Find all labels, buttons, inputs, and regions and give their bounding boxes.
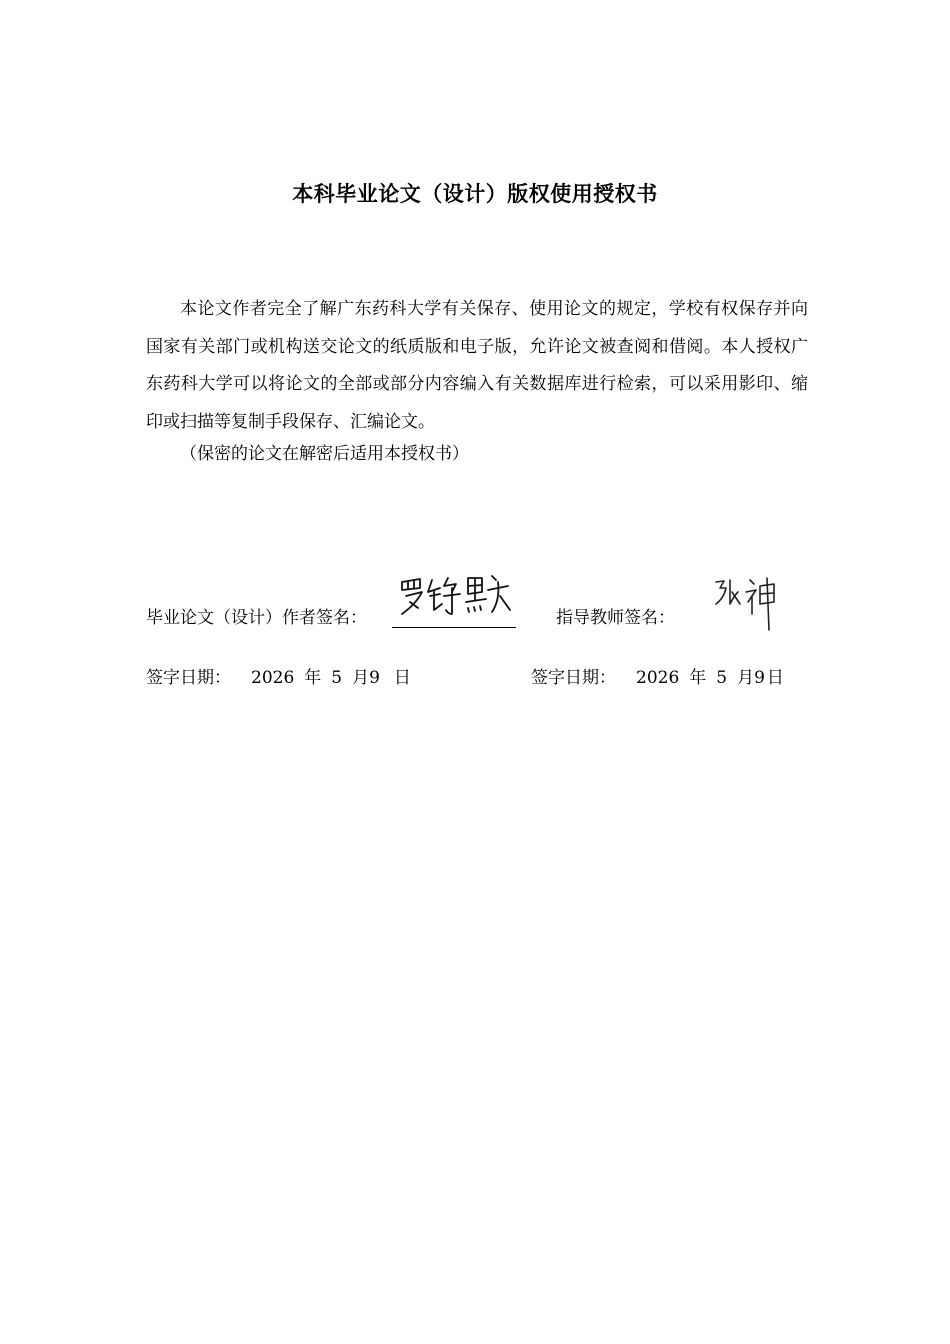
date-day-unit: 日 <box>393 668 411 688</box>
author-signature-line <box>392 627 516 628</box>
advisor-signature-label: 指导教师签名： <box>556 608 675 628</box>
advisor-handwritten-signature <box>708 574 788 634</box>
author-handwritten-signature <box>396 570 516 620</box>
date-day: 9 <box>369 668 380 688</box>
date-year: 2026 <box>251 668 295 688</box>
date-month: 5 <box>331 668 343 688</box>
date-label: 签字日期： <box>146 668 231 688</box>
date-year: 2026 <box>636 668 680 688</box>
date-year-unit: 年 <box>304 668 322 688</box>
author-sign-date <box>146 666 411 690</box>
author-signature-label: 毕业论文（设计）作者签名： <box>146 608 367 628</box>
date-month-unit: 月 <box>737 668 755 688</box>
date-day-unit: 日 <box>766 668 784 688</box>
date-month: 5 <box>716 668 728 688</box>
confidential-note: （保密的论文在解密后适用本授权书） <box>180 444 469 464</box>
date-month-unit: 月 <box>352 668 370 688</box>
authorization-paragraph: 本论文作者完全了解广东药科大学有关保存、使用论文的规定，学校有权保存并向国家有关部门或机构送交论文的纸质版和电子版，允许论文被查阅和借阅。本人授权广东药科大学可以将论文的全部或部分内容编入有关数据库进行检索，可以采用影印、缩印或扫描等复制手段保存、汇编论文。 <box>146 299 808 432</box>
date-year-unit: 年 <box>689 668 707 688</box>
advisor-sign-date <box>531 666 784 690</box>
date-label: 签字日期： <box>531 668 616 688</box>
date-day: 9 <box>754 668 765 688</box>
document-title: 本科毕业论文（设计）版权使用授权书 <box>292 182 658 206</box>
